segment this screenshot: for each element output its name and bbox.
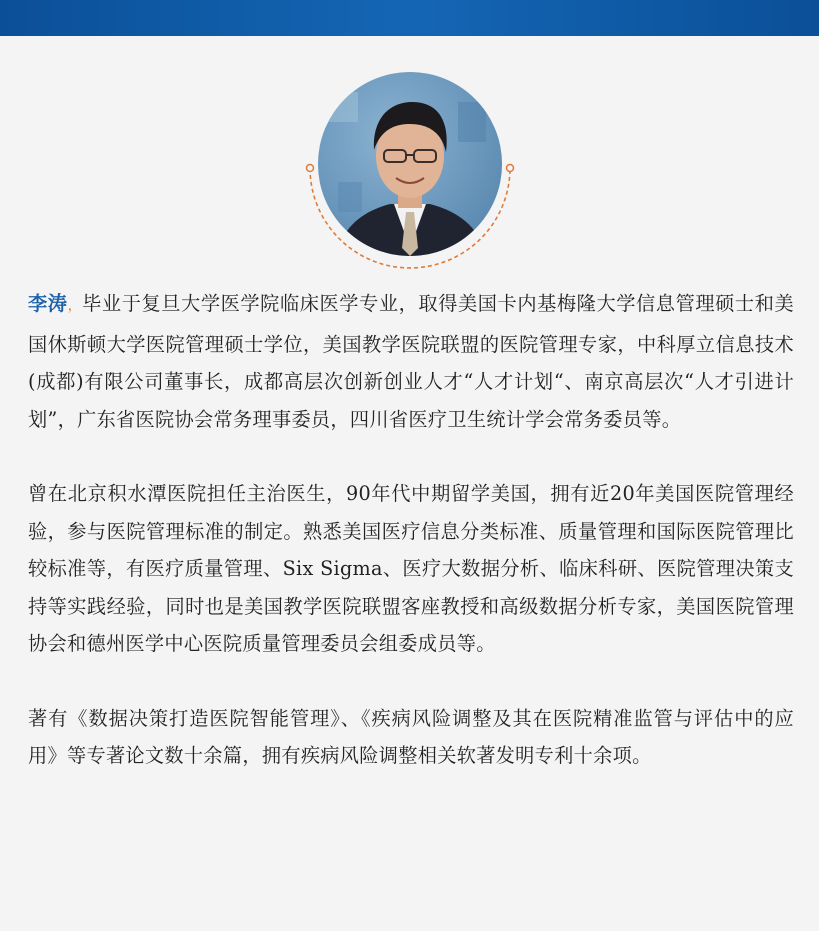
name-separator: ， [67, 298, 83, 314]
paragraph-1 [28, 285, 794, 438]
header-bar [0, 0, 819, 36]
portrait-photo [318, 72, 502, 256]
profile-content [28, 285, 794, 775]
paragraph-1-text: 毕业于复旦大学医学院临床医学专业，取得美国卡内基梅隆大学信息管理硕士和美国休斯顿大学医院管理硕士学位，美国教学医院联盟的医院管理专家，中科厚立信息技术(成都)有限公司董事长，成都高层次创新创业人才“人才计划“、南京高层次“人才引进计划”，广东省医院协会常务理事委员，四川省医疗卫生统计学会常务委员等。 [28, 292, 794, 431]
paragraph-2: 曾在北京积水潭医院担任主治医生，90年代中期留学美国，拥有近20年美国医院管理经验，参与医院管理标准的制定。熟悉美国医疗信息分类标准、质量管理和国际医院管理比较标准等，有医疗质量管理、Six Sigma、医疗大数据分析、临床科研、医院管理决策支持等实践经验，同时也是美国教学医院联盟客座教授和高级数据分析专家，美国医院管理协会和德州医学中心医院质量管理委员会组委成员等。 [28, 482, 794, 655]
person-name: 李涛 [28, 292, 68, 315]
paragraph-3: 著有《数据决策打造医院智能管理》、《疾病风险调整及其在医院精准监管与评估中的应用》等专著论文数十余篇，拥有疾病风险调整相关软著发明专利十余项。 [28, 706, 794, 767]
portrait-frame [298, 64, 522, 272]
